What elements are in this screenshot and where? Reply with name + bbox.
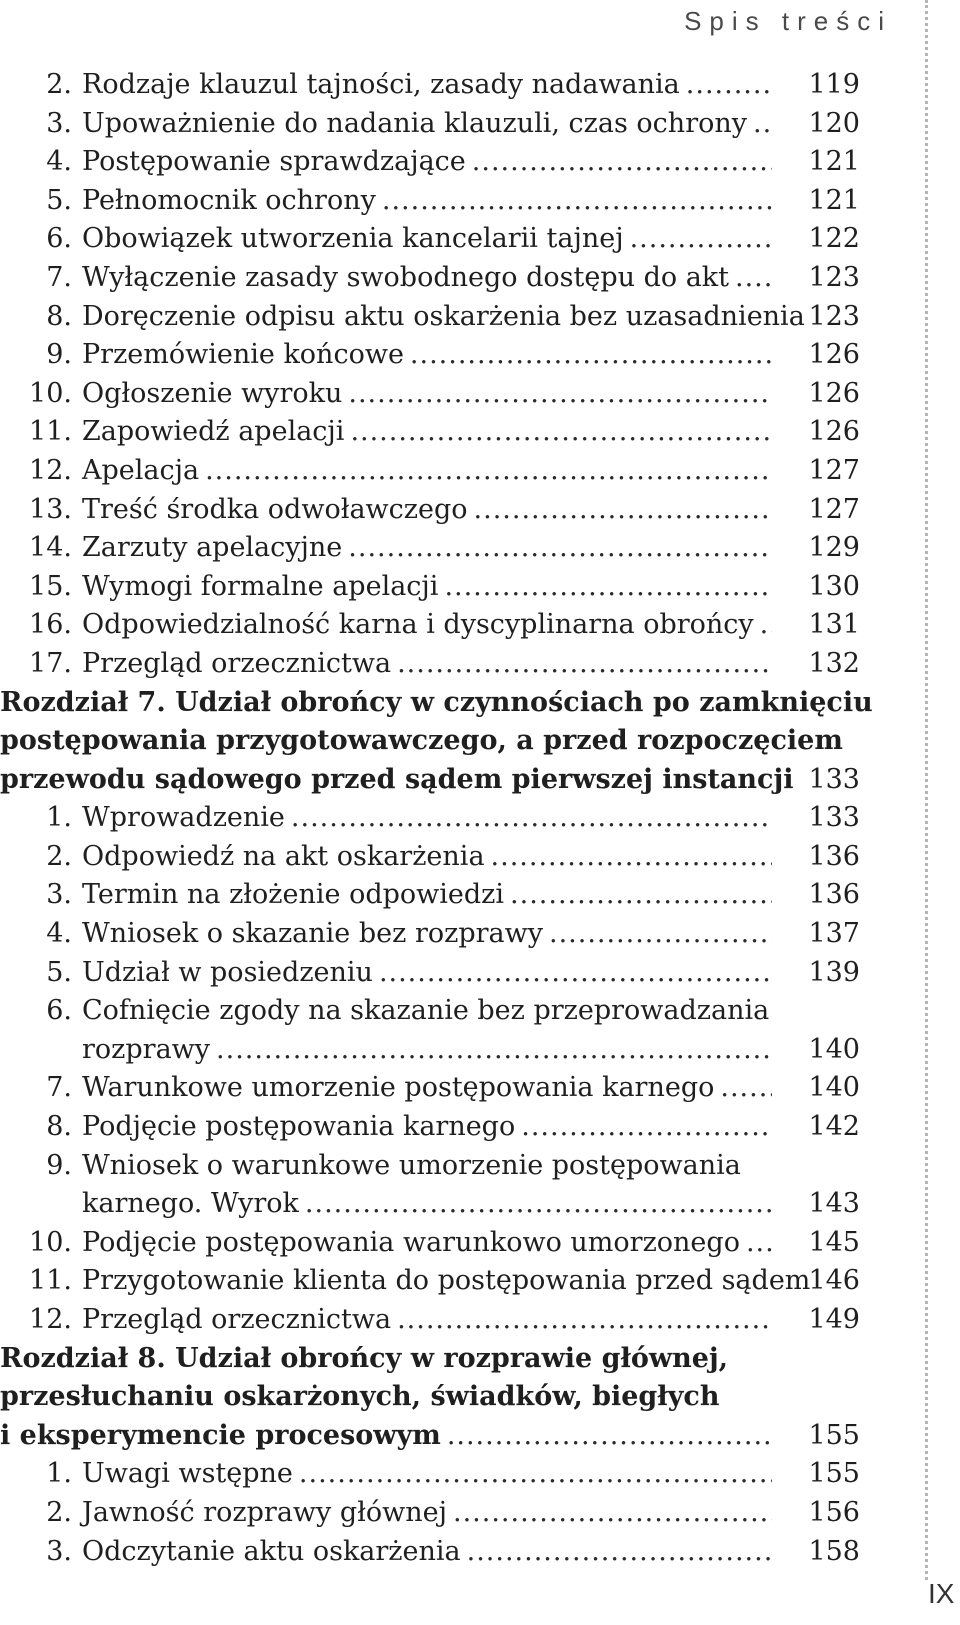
toc-entry-page: 127 <box>808 493 860 525</box>
toc-entry-page: 145 <box>808 1226 860 1258</box>
toc-entry-title <box>50 1108 772 1147</box>
toc-entry[interactable] <box>0 954 892 993</box>
toc-entry-page: 126 <box>808 416 860 448</box>
toc-entry-title <box>50 954 772 993</box>
dot-leader <box>382 182 772 221</box>
toc-entry-title <box>50 876 772 915</box>
toc-entry-number: 16. <box>29 609 72 641</box>
toc-entry-last-line <box>82 1108 772 1147</box>
toc-chapter-entry[interactable] <box>0 684 892 800</box>
toc-entry-title-line: Przygotowanie klienta do postępowania przed sądem <box>82 1265 811 1297</box>
toc-entry-last-line <box>82 915 772 954</box>
running-header: Spis treści <box>684 6 892 36</box>
dotted-margin-rule <box>925 0 928 1580</box>
toc-entry-title-line: przewodu sądowego przed sądem pierwszej instancji <box>0 763 794 795</box>
toc-entry-last-line <box>82 66 772 105</box>
dot-leader <box>205 452 772 491</box>
toc-entry-number: 1. <box>46 802 72 834</box>
toc-entry-title-line: Rodzaje klauzul tajności, zasady nadawania <box>82 69 680 100</box>
toc-entry-title <box>0 1340 772 1456</box>
toc-entry-title <box>50 220 772 259</box>
toc-entry-number: 7. <box>46 1072 72 1104</box>
toc-entry-number: 4. <box>46 918 72 950</box>
toc-entry-page: 140 <box>808 1033 860 1065</box>
toc-entry-number: 10. <box>29 1226 72 1258</box>
dot-leader <box>453 1494 772 1533</box>
dot-leader <box>305 1185 772 1224</box>
toc-entry[interactable] <box>0 413 892 452</box>
toc-entry-title-line: Pełnomocnik ochrony <box>82 184 376 216</box>
toc-entry-page: 129 <box>808 532 860 564</box>
toc-entry-page: 156 <box>808 1496 860 1528</box>
toc-entry-page: 121 <box>808 184 860 216</box>
toc-entry-number: 1. <box>46 1458 72 1490</box>
dot-leader <box>348 375 772 414</box>
toc-entry-last-line <box>82 1262 811 1301</box>
toc-entry-title-line: Wymogi formalne apelacji <box>82 570 439 602</box>
toc-entry-last-line <box>82 645 772 684</box>
toc-entry-title-line: Wyłączenie zasady swobodnego dostępu do akt <box>82 261 730 293</box>
toc-entry-last-line <box>82 1455 772 1494</box>
toc-entry[interactable] <box>0 1533 892 1572</box>
dot-leader <box>510 876 772 915</box>
toc-entry-page: 133 <box>808 802 860 834</box>
dot-leader <box>491 838 772 877</box>
dot-leader <box>397 1301 772 1340</box>
toc-entry-last-line <box>82 220 772 259</box>
toc-entry[interactable] <box>0 298 892 337</box>
toc-entry[interactable] <box>0 336 892 375</box>
toc-entry-title <box>50 259 772 298</box>
toc-entry[interactable] <box>0 1455 892 1494</box>
dot-leader <box>299 1455 772 1494</box>
toc-entry[interactable] <box>0 876 892 915</box>
toc-entry-title <box>50 1455 772 1494</box>
toc-entry-last-line <box>82 259 772 298</box>
toc-entry-last-line <box>82 1301 772 1340</box>
toc-entry-title-line: postępowania przygotowawczego, a przed rozpoczęciem <box>0 725 843 757</box>
toc-entry-title-line: Podjęcie postępowania warunkowo umorzonego <box>82 1226 740 1258</box>
dot-leader <box>444 568 772 607</box>
toc-entry-last-line <box>82 1069 772 1108</box>
toc-entry-title <box>50 105 772 144</box>
toc-entry-page: 132 <box>808 647 860 679</box>
toc-entry-last-line <box>82 1185 772 1224</box>
toc-entry-number: 8. <box>46 300 72 332</box>
toc-entry-title <box>50 298 805 337</box>
toc-entry[interactable] <box>0 915 892 954</box>
dot-leader <box>291 799 772 838</box>
dot-leader <box>348 529 772 568</box>
toc-entry-number: 2. <box>46 1496 72 1528</box>
toc-entry-title <box>50 645 772 684</box>
toc-entry-number: 11. <box>29 416 72 448</box>
toc-entry-number: 13. <box>29 493 72 525</box>
toc-entry-last-line <box>82 606 772 645</box>
toc-entry-title-line: Rozdział 7. Udział obrońcy w czynnościach po zamknięciu <box>0 686 873 718</box>
toc-entry-title-line: Przemówienie końcowe <box>82 339 404 371</box>
dot-leader <box>521 1108 772 1147</box>
toc-entry-title <box>50 799 772 838</box>
toc-entry-number: 12. <box>29 1304 72 1335</box>
toc-entry-title-line: Warunkowe umorzenie postępowania karnego <box>82 1072 715 1104</box>
toc-entry-title-line: Wniosek o skazanie bez rozprawy <box>82 918 543 950</box>
toc-entry-page: 155 <box>808 1458 860 1490</box>
toc-entry-title <box>50 838 772 877</box>
dot-leader <box>216 1031 772 1070</box>
toc-entry-page: 121 <box>808 146 860 178</box>
toc-entry-title <box>50 413 772 452</box>
toc-entry-number: 5. <box>46 184 72 216</box>
toc-entry-last-line <box>82 799 772 838</box>
toc-entry[interactable] <box>0 259 892 298</box>
toc-entry-title <box>50 1301 772 1340</box>
toc-entry-page: 130 <box>808 570 860 602</box>
toc-entry-page: 136 <box>808 840 860 872</box>
toc-chapter-entry[interactable] <box>0 1340 892 1456</box>
toc-entry-title-line: Odpowiedź na akt oskarżenia <box>82 840 485 872</box>
toc-entry-last-line <box>82 182 772 221</box>
toc-entry-title-line: Wprowadzenie <box>82 802 285 834</box>
toc-entry-page: 155 <box>808 1419 860 1451</box>
toc-entry-title-line: Termin na złożenie odpowiedzi <box>82 879 505 911</box>
toc-entry-page: 137 <box>808 918 860 950</box>
toc-entry-page: 158 <box>808 1535 860 1567</box>
toc-entry[interactable] <box>0 143 892 182</box>
toc-entry[interactable] <box>0 568 892 607</box>
dot-leader <box>410 336 772 375</box>
dot-leader <box>760 606 772 645</box>
toc-entry-title <box>50 1262 811 1301</box>
toc-entry-number: 6. <box>46 995 72 1027</box>
toc-entry-title <box>50 992 772 1069</box>
toc-entry-number: 3. <box>46 1535 72 1567</box>
toc-entry-title-line: Obowiązek utworzenia kancelarii tajnej <box>82 223 624 255</box>
toc-entry-page: 122 <box>808 223 860 255</box>
toc-entry-title <box>50 143 772 182</box>
toc-entry-last-line <box>82 1031 772 1070</box>
toc-entry-page: 139 <box>808 956 860 988</box>
toc-entry-last-line <box>82 529 772 568</box>
toc-entry-title-line: Jawność rozprawy głównej <box>82 1496 448 1528</box>
toc-entry-page: 143 <box>808 1188 860 1220</box>
toc-entry-number: 8. <box>46 1111 72 1143</box>
toc-entry-last-line <box>82 375 772 414</box>
toc-entry-last-line <box>82 452 772 491</box>
toc-entry[interactable] <box>0 799 892 838</box>
toc-entry-title <box>50 1147 772 1224</box>
toc-entry-page: 133 <box>808 763 860 795</box>
toc-entry-last-line <box>0 1417 772 1456</box>
toc-entry-title <box>50 529 772 568</box>
toc-entry-number: 9. <box>46 339 72 371</box>
toc-entry[interactable] <box>0 375 892 414</box>
toc-entry-title-line: Doręczenie odpisu aktu oskarżenia bez uzasadnienia <box>82 300 805 332</box>
toc-entry-last-line <box>82 491 772 530</box>
toc-entry-last-line <box>82 876 772 915</box>
toc-entry[interactable] <box>0 645 892 684</box>
toc-entry-number: 6. <box>46 223 72 255</box>
toc-entry[interactable] <box>0 1069 892 1108</box>
toc-entry-last-line <box>82 838 772 877</box>
toc-entry-title <box>50 491 772 530</box>
toc-entry-last-line <box>82 1533 772 1572</box>
dot-leader <box>447 1417 772 1456</box>
toc-entry-number: 5. <box>46 956 72 988</box>
toc-entry[interactable] <box>0 182 892 221</box>
toc-entry-title <box>50 66 772 105</box>
toc-entry-last-line <box>82 568 772 607</box>
toc-entry-number: 2. <box>46 69 72 100</box>
toc-entry-last-line <box>82 1494 772 1533</box>
toc-entry[interactable] <box>0 105 892 144</box>
toc-entry[interactable] <box>0 452 892 491</box>
toc-entry-last-line <box>82 1224 772 1263</box>
toc-entry-title <box>50 182 772 221</box>
toc-entry-page: 119 <box>808 69 860 100</box>
toc-entry-page: 126 <box>808 339 860 371</box>
toc-entry-title-line: Odczytanie aktu oskarżenia <box>82 1535 461 1567</box>
dot-leader <box>472 143 772 182</box>
toc-entry-title <box>50 1224 772 1263</box>
toc-entry-title <box>50 375 772 414</box>
toc-entry-last-line <box>82 954 772 993</box>
toc-entry-title-line: Rozdział 8. Udział obrońcy w rozprawie głównej, <box>0 1342 729 1374</box>
toc-entry[interactable] <box>0 66 892 105</box>
toc-entry-page: 140 <box>808 1072 860 1104</box>
toc-entry-title <box>50 568 772 607</box>
toc-entry-title <box>50 1494 772 1533</box>
toc-entry-last-line <box>82 336 772 375</box>
toc-entry[interactable] <box>0 1262 892 1301</box>
toc-entry[interactable] <box>0 606 892 645</box>
toc-entry-number: 3. <box>46 879 72 911</box>
toc-entry[interactable] <box>0 1108 892 1147</box>
toc-entry-number: 10. <box>29 377 72 409</box>
toc-entry-number: 2. <box>46 840 72 872</box>
toc-entry-title <box>50 606 772 645</box>
toc-entry-number: 11. <box>29 1265 72 1297</box>
toc-entry-title-line: Postępowanie sprawdzające <box>82 146 466 178</box>
dot-leader <box>474 491 772 530</box>
dot-leader <box>379 954 772 993</box>
toc-entry-title <box>50 915 772 954</box>
toc-entry-title-line: Cofnięcie zgody na skazanie bez przeprowadzania <box>82 995 770 1027</box>
toc-entry[interactable] <box>0 1147 892 1224</box>
toc-entry-last-line <box>0 761 794 800</box>
toc-entry-number: 9. <box>46 1149 72 1181</box>
toc-entry-number: 15. <box>29 570 72 602</box>
toc-entry[interactable] <box>0 1301 892 1340</box>
toc-entry-last-line <box>82 413 772 452</box>
toc-entry[interactable] <box>0 838 892 877</box>
dot-leader <box>350 413 772 452</box>
dot-leader <box>467 1533 772 1572</box>
page-number: IX <box>928 1578 955 1609</box>
dot-leader <box>397 645 772 684</box>
toc-entry-title-line: Podjęcie postępowania karnego <box>82 1111 516 1143</box>
toc-entry-number: 14. <box>29 532 72 564</box>
toc-entry-title <box>50 1069 772 1108</box>
toc-entry-title <box>50 452 772 491</box>
dot-leader <box>753 105 772 144</box>
toc-entry-page: 146 <box>808 1265 860 1297</box>
toc-entry[interactable] <box>0 1224 892 1263</box>
toc-entry-page: 123 <box>808 300 860 332</box>
toc-entry-title-line: Zapowiedź apelacji <box>82 416 345 448</box>
dot-leader <box>746 1224 772 1263</box>
toc-entry-page: 136 <box>808 879 860 911</box>
toc-entry[interactable] <box>0 529 892 568</box>
toc-entry[interactable] <box>0 992 892 1069</box>
toc-entry-title-line: rozprawy <box>82 1033 211 1065</box>
toc-entry-title-line: Udział w posiedzeniu <box>82 956 373 988</box>
toc-entry-page: 142 <box>808 1111 860 1143</box>
toc-entry-page: 131 <box>808 609 860 641</box>
toc-entry-title-line: Apelacja <box>82 454 200 486</box>
toc-entry-title-line: Ogłoszenie wyroku <box>82 377 343 409</box>
toc-entry-page: 120 <box>808 107 860 139</box>
toc-entry-title-line: i eksperymencie procesowym <box>0 1419 441 1451</box>
dot-leader <box>735 259 772 298</box>
toc-entry[interactable] <box>0 491 892 530</box>
dot-leader <box>549 915 772 954</box>
toc-entry-title-line: Upoważnienie do nadania klauzuli, czas ochrony <box>82 107 747 139</box>
toc-entry-number: 12. <box>29 454 72 486</box>
toc-entry-title-line: Wniosek o warunkowe umorzenie postępowania <box>82 1149 741 1181</box>
toc-entry-title-line: Przegląd orzecznictwa <box>82 1304 392 1335</box>
toc-entry-title <box>50 336 772 375</box>
toc-entry-title-line: przesłuchaniu oskarżonych, świadków, biegłych <box>0 1381 720 1413</box>
toc-entry-last-line <box>82 143 772 182</box>
toc-entry-title-line: Treść środka odwoławczego <box>82 493 468 525</box>
dot-leader <box>720 1069 772 1108</box>
toc-entry-last-line <box>82 298 805 337</box>
toc-entry-number: 4. <box>46 146 72 178</box>
toc-entry-page: 149 <box>808 1304 860 1335</box>
dot-leader <box>686 66 772 105</box>
toc-entry-title-line: Zarzuty apelacyjne <box>82 532 343 564</box>
toc-entry-page: 126 <box>808 377 860 409</box>
toc-entry-title <box>50 1533 772 1572</box>
toc-entry[interactable] <box>0 1494 892 1533</box>
toc-entry-title-line: karnego. Wyrok <box>82 1188 299 1220</box>
dot-leader <box>630 220 772 259</box>
toc-entry-number: 3. <box>46 107 72 139</box>
toc-entry-page: 127 <box>808 454 860 486</box>
toc-entry-page: 123 <box>808 261 860 293</box>
table-of-contents <box>0 66 892 1571</box>
toc-entry-title-line: Odpowiedzialność karna i dyscyplinarna obrońcy <box>82 609 754 641</box>
toc-entry[interactable] <box>0 220 892 259</box>
toc-entry-number: 17. <box>29 647 72 679</box>
toc-entry-title-line: Przegląd orzecznictwa <box>82 647 392 679</box>
toc-entry-number: 7. <box>46 261 72 293</box>
toc-entry-title-line: Uwagi wstępne <box>82 1458 293 1490</box>
toc-entry-last-line <box>82 105 772 144</box>
